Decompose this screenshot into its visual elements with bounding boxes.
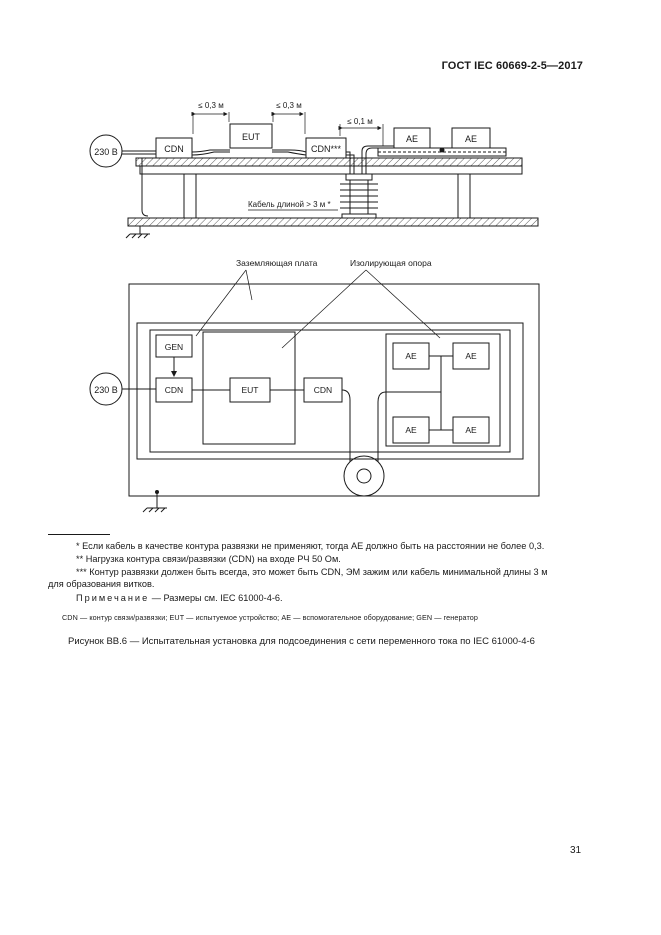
insulating-support-label: Изолирующая опора (350, 258, 432, 268)
bottom-ae-bl-label: AE (405, 425, 417, 435)
note-text: — Размеры см. IEC 61000-4-6. (149, 593, 283, 603)
cable-coil-stand (346, 174, 372, 180)
top-cdn-left-label: CDN (164, 144, 184, 154)
bottom-setup-diagram (90, 258, 539, 512)
ground-plate-label: Заземляющая плата (236, 258, 318, 268)
footnote-3: *** Контур развязки должен быть всегда, это может быть CDN, ЭМ зажим или кабель минимальной длины 3 м (76, 567, 548, 577)
top-ae-1-label: AE (405, 134, 419, 144)
note (76, 593, 283, 603)
footnote-rule (48, 534, 110, 535)
top-dim-left: ≤ 0,3 м (198, 101, 224, 110)
top-setup-diagram (90, 101, 538, 238)
footnote-1: * Если кабель в качестве контура развязки не применяют, тогда AE должно быть на расстоянии не более 0,3. (76, 541, 545, 551)
table-leg-right (458, 174, 470, 218)
top-supply-label: 230 В (94, 147, 118, 157)
bottom-ae-tr-label: AE (465, 351, 477, 361)
bottom-gen-label: GEN (164, 342, 184, 352)
bottom-ae-tl-label: AE (405, 351, 417, 361)
bottom-eut-label: EUT (241, 385, 259, 395)
figure-caption: Рисунок ВВ.6 — Испытательная установка для подсоединения с сети переменного тока по IEC 61000-4-6 (68, 636, 535, 647)
top-ae-2-label: AE (464, 134, 478, 144)
document-id: ГОСТ IEC 60669-2-5—2017 (441, 60, 583, 72)
ground-plane (136, 158, 522, 166)
bottom-supply-label: 230 В (94, 385, 118, 395)
top-cdn-right-label: CDN*** (310, 144, 342, 154)
footnote-2: ** Нагрузка контура связи/развязки (CDN) на входе РЧ 50 Ом. (76, 554, 341, 564)
page-number: 31 (570, 845, 582, 856)
insulating-table (140, 166, 522, 174)
top-eut-label: EUT (242, 132, 260, 142)
table-leg-left (184, 174, 196, 218)
floor-plate (128, 218, 538, 226)
top-dim-mid: ≤ 0,3 м (276, 101, 302, 110)
bottom-cdn-right-label: CDN (313, 385, 333, 395)
bottom-cdn-left-label: CDN (164, 385, 184, 395)
bottom-ae-br-label: AE (465, 425, 477, 435)
cable-length-label: Кабель длиной > 3 м * (248, 200, 331, 209)
note-label: Примечание (76, 593, 150, 603)
top-dim-right: ≤ 0,1 м (347, 117, 373, 126)
bottom-cable-coil (344, 456, 384, 496)
footnote-3-continuation: для образования витков. (48, 579, 155, 589)
abbreviation-legend: CDN — контур связи/развязки; EUT — испытуемое устройство; AE — вспомогательное оборудование; GEN — генератор (62, 613, 478, 622)
